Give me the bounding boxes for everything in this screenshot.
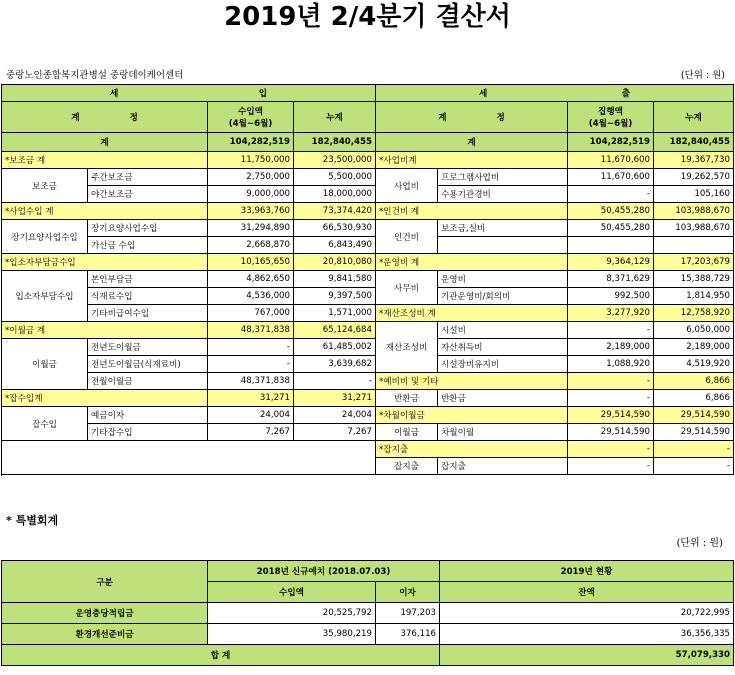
table-row: [2, 373, 734, 390]
special-header-row: [2, 561, 734, 582]
item-amount: 4,862,650: [208, 271, 294, 288]
group-label: 잡수입: [2, 407, 88, 441]
category-amount: 48,371,838: [208, 322, 294, 339]
page-title: 2019년 2/4분기 결산서: [224, 2, 511, 32]
special-2019-header: 2019년 현황: [440, 561, 734, 582]
group-label: 사업비: [376, 169, 438, 203]
item-amount: 31,294,890: [208, 220, 294, 237]
category-cumulative: 31,271: [294, 390, 376, 407]
item-amount: 48,371,838: [208, 373, 294, 390]
category-label: *예비비 및 기타: [376, 373, 568, 390]
category-label: *차월이월금: [376, 407, 568, 424]
income-empty-cell: [2, 441, 376, 475]
item-label: 시설장비유지비: [438, 356, 568, 373]
category-cumulative: 23,500,000: [294, 152, 376, 169]
expense-amount-header: 집행액 (4월~6월): [568, 102, 654, 133]
table-row: [2, 407, 734, 424]
item-amount: 7,267: [208, 424, 294, 441]
item-amount: 4,536,000: [208, 288, 294, 305]
table-row: [2, 271, 734, 288]
item-cumulative: 19,262,570: [654, 169, 734, 186]
group-label: 이월금: [2, 339, 88, 390]
item-label: [438, 237, 568, 254]
section-header-row: [2, 85, 734, 102]
item-cumulative: 5,500,000: [294, 169, 376, 186]
item-label: 야간보조금: [88, 186, 208, 203]
item-label: 주간보조금: [88, 169, 208, 186]
category-amount: 11,750,000: [208, 152, 294, 169]
column-header-row: [2, 102, 734, 133]
category-amount: 11,670,600: [568, 152, 654, 169]
item-amount: 1,088,920: [568, 356, 654, 373]
group-label: 보조금: [2, 169, 88, 203]
income-cumulative-header: 누계: [294, 102, 376, 133]
category-amount: 3,277,920: [568, 305, 654, 322]
item-cumulative: 3,639,682: [294, 356, 376, 373]
item-cumulative: 103,988,670: [654, 220, 734, 237]
expense-total-label: 계: [376, 133, 568, 152]
group-label: 입소자부담수입: [2, 271, 88, 322]
item-cumulative: -: [654, 458, 734, 475]
table-row: [2, 220, 734, 237]
item-cumulative: 29,514,590: [654, 424, 734, 441]
category-amount: 10,165,650: [208, 254, 294, 271]
category-label: *인건비 계: [376, 203, 568, 220]
item-label: 장기요양사업수입: [88, 220, 208, 237]
expense-cumulative-header: 누계: [654, 102, 734, 133]
category-cumulative: 19,367,730: [654, 152, 734, 169]
item-cumulative: -: [294, 373, 376, 390]
item-cumulative: 7,267: [294, 424, 376, 441]
item-label: 보조금,실비: [438, 220, 568, 237]
group-label: 재산조성비: [376, 322, 438, 373]
item-label: 수용기관경비: [438, 186, 568, 203]
item-label: 잡지출: [438, 458, 568, 475]
expense-total-amount: 104,282,519: [568, 133, 654, 152]
group-label: 인건비: [376, 220, 438, 254]
settlement-table: [1, 84, 734, 475]
item-cumulative: 15,388,729: [654, 271, 734, 288]
item-label: 기타비급여수입: [88, 305, 208, 322]
category-label: *입소자부담금수입: [2, 254, 208, 271]
item-label: 기타잡수입: [88, 424, 208, 441]
special-2018-header: 2018년 신규예치 (2018.07.03): [208, 561, 440, 582]
item-amount: 992,500: [568, 288, 654, 305]
item-amount: 50,455,280: [568, 220, 654, 237]
special-row-environment-reserve: [2, 624, 734, 645]
category-amount: 50,455,280: [568, 203, 654, 220]
table-row: [2, 305, 734, 322]
category-cumulative: -: [654, 441, 734, 458]
organization-name: 중랑노인종합복지관병설 중랑데이케어센터: [6, 70, 184, 81]
item-label: 전년도이월금: [88, 339, 208, 356]
category-cumulative: 103,988,670: [654, 203, 734, 220]
item-amount: 9,000,000: [208, 186, 294, 203]
special-row-income: 35,980,219: [208, 624, 376, 645]
special-row-income: 20,525,792: [208, 603, 376, 624]
special-total-balance: 57,079,330: [440, 645, 734, 666]
grand-total-row: [2, 133, 734, 152]
income-total-cumulative: 182,840,455: [294, 133, 376, 152]
table-row: [2, 186, 734, 203]
table-row: [2, 254, 734, 271]
item-amount: -: [568, 186, 654, 203]
category-label: *운영비 계: [376, 254, 568, 271]
item-cumulative: 61,485,002: [294, 339, 376, 356]
special-row-interest: 376,116: [376, 624, 440, 645]
category-cumulative: 17,203,679: [654, 254, 734, 271]
item-cumulative: 1,571,000: [294, 305, 376, 322]
settlement-body: [2, 152, 734, 475]
item-cumulative: 105,160: [654, 186, 734, 203]
item-amount: -: [568, 458, 654, 475]
special-row-label: 환경개선준비금: [2, 624, 208, 645]
item-amount: 24,004: [208, 407, 294, 424]
table-row: [2, 322, 734, 339]
item-amount: 2,189,000: [568, 339, 654, 356]
income-total-amount: 104,282,519: [208, 133, 294, 152]
table-row: [2, 237, 734, 254]
item-cumulative: 9,841,580: [294, 271, 376, 288]
special-account-title: * 특별회계: [6, 514, 59, 527]
table-row: [2, 288, 734, 305]
special-income-header: 수입액: [208, 582, 376, 603]
category-label: *잡지출: [376, 441, 568, 458]
table-row: [2, 441, 734, 458]
special-row-balance: 36,356,335: [440, 624, 734, 645]
category-cumulative: 29,514,590: [654, 407, 734, 424]
special-total-label: 합 계: [2, 645, 440, 666]
item-label: 본인부담금: [88, 271, 208, 288]
item-cumulative: 2,189,000: [654, 339, 734, 356]
unit-label: (단위 : 원): [680, 70, 725, 81]
expense-total-cumulative: 182,840,455: [654, 133, 734, 152]
item-label: 기관운영비/회의비: [438, 288, 568, 305]
category-amount: -: [568, 441, 654, 458]
income-section-header: 세 입: [2, 85, 376, 102]
special-category-header: 구분: [2, 561, 208, 603]
category-amount: 29,514,590: [568, 407, 654, 424]
special-account-table: [1, 560, 734, 666]
category-label: *사업수입 계: [2, 203, 208, 220]
item-amount: -: [568, 322, 654, 339]
special-balance-header: 잔액: [440, 582, 734, 603]
table-row: [2, 169, 734, 186]
category-amount: -: [568, 373, 654, 390]
special-interest-header: 이자: [376, 582, 440, 603]
special-row-label: 운영충당적립금: [2, 603, 208, 624]
item-amount: -: [208, 356, 294, 373]
item-cumulative: 6,050,000: [654, 322, 734, 339]
item-cumulative: 24,004: [294, 407, 376, 424]
item-amount: [568, 237, 654, 254]
item-label: 운영비: [438, 271, 568, 288]
item-label: 전년도이월금(식재료비): [88, 356, 208, 373]
item-amount: 11,670,600: [568, 169, 654, 186]
income-total-label: 계: [2, 133, 208, 152]
table-row: [2, 152, 734, 169]
income-account-header: 계 정: [2, 102, 208, 133]
income-amount-header: 수입액 (4월~6월): [208, 102, 294, 133]
item-amount: 767,000: [208, 305, 294, 322]
item-label: 가산금 수입: [88, 237, 208, 254]
category-cumulative: 6,866: [654, 373, 734, 390]
item-cumulative: 9,397,500: [294, 288, 376, 305]
expense-account-header: 계 정: [376, 102, 568, 133]
item-cumulative: 66,530,930: [294, 220, 376, 237]
item-label: 시설비: [438, 322, 568, 339]
category-cumulative: 12,758,920: [654, 305, 734, 322]
category-amount: 33,963,760: [208, 203, 294, 220]
table-row: [2, 203, 734, 220]
group-label: 반환금: [376, 390, 438, 407]
item-label: 식재료수입: [88, 288, 208, 305]
category-label: *사업비계: [376, 152, 568, 169]
group-label: 잡지출: [376, 458, 438, 475]
item-label: 예금이자: [88, 407, 208, 424]
group-label: 사무비: [376, 271, 438, 305]
item-amount: 29,514,590: [568, 424, 654, 441]
category-amount: 9,364,129: [568, 254, 654, 271]
item-label: 프로그램사업비: [438, 169, 568, 186]
item-amount: -: [208, 339, 294, 356]
item-label: 전월이월금: [88, 373, 208, 390]
category-cumulative: 20,810,080: [294, 254, 376, 271]
category-label: *보조금 계: [2, 152, 208, 169]
table-row: [2, 424, 734, 441]
table-row: [2, 390, 734, 407]
item-amount: -: [568, 390, 654, 407]
item-cumulative: 4,519,920: [654, 356, 734, 373]
special-unit-label: (단위 : 원): [676, 538, 723, 549]
item-label: 자산취득비: [438, 339, 568, 356]
item-cumulative: 18,000,000: [294, 186, 376, 203]
category-label: *이월금 계: [2, 322, 208, 339]
category-cumulative: 65,124,684: [294, 322, 376, 339]
item-cumulative: [654, 237, 734, 254]
group-label: 이월금: [376, 424, 438, 441]
item-amount: 2,668,870: [208, 237, 294, 254]
special-total-row: [2, 645, 734, 666]
category-amount: 31,271: [208, 390, 294, 407]
special-row-operating-reserve: [2, 603, 734, 624]
category-label: *잡수입계: [2, 390, 208, 407]
item-cumulative: 1,814,950: [654, 288, 734, 305]
item-amount: 8,371,629: [568, 271, 654, 288]
table-row: [2, 339, 734, 356]
group-label: 장기요양사업수입: [2, 220, 88, 254]
item-label: 반환금: [438, 390, 568, 407]
expense-section-header: 세 출: [376, 85, 734, 102]
table-row: [2, 356, 734, 373]
category-cumulative: 73,374,420: [294, 203, 376, 220]
category-label: *재산조성비 계: [376, 305, 568, 322]
special-row-interest: 197,203: [376, 603, 440, 624]
item-amount: 2,750,000: [208, 169, 294, 186]
item-cumulative: 6,843,490: [294, 237, 376, 254]
item-label: 차월이월: [438, 424, 568, 441]
special-row-balance: 20,722,995: [440, 603, 734, 624]
item-cumulative: 6,866: [654, 390, 734, 407]
